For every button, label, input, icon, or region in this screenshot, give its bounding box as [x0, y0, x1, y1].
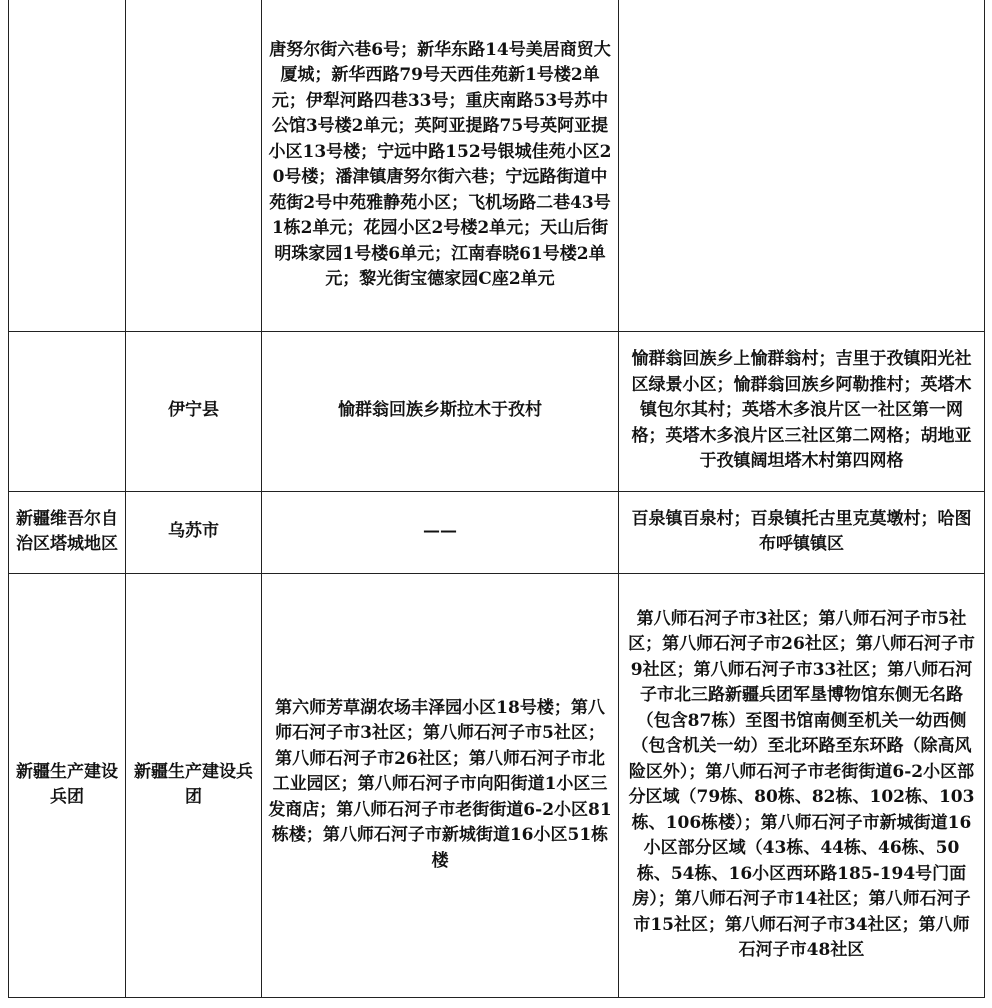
- low-risk-cell: [619, 0, 985, 331]
- county-cell: [126, 0, 262, 331]
- low-risk-cell: 愉群翁回族乡上愉群翁村；吉里于孜镇阳光社区绿景小区；愉群翁回族乡阿勒推村；英塔木镇包尔其村；英塔木多浪片区一社区第一网格；英塔木多浪片区三社区第二网格；胡地亚于孜镇阔坦塔木村第四网格: [619, 331, 985, 491]
- region-cell: 新疆维吾尔自治区塔城地区: [9, 491, 126, 573]
- risk-area-table: [8, 0, 985, 998]
- medium-risk-cell: ——: [262, 491, 619, 573]
- medium-risk-cell: 唐努尔街六巷6号；新华东路14号美居商贸大厦城；新华西路79号天西佳苑新1号楼2单元；伊犁河路四巷33号；重庆南路53号苏中公馆3号楼2单元；英阿亚提路75号英阿亚提小区13号楼；宁远中路152号银城佳苑小区20号楼；潘津镇唐努尔街六巷；宁远路街道中苑街2号中苑雅静苑小区；飞机场路二巷43号1栋2单元；花园小区2号楼2单元；天山后街明珠家园1号楼6单元；江南春晓61号楼2单元；黎光街宝德家园C座2单元: [262, 0, 619, 331]
- medium-risk-cell: 第六师芳草湖农场丰泽园小区18号楼；第八师石河子市3社区；第八师石河子市5社区；第八师石河子市26社区；第八师石河子市北工业园区；第八师石河子市向阳街道1小区三发商店；第八师石河子市老街街道6-2小区81栋楼；第八师石河子市新城街道16小区51栋楼: [262, 573, 619, 997]
- table-row: [9, 491, 985, 573]
- table-row: [9, 331, 985, 491]
- table-row: [9, 573, 985, 997]
- region-cell: [9, 331, 126, 491]
- county-cell: 新疆生产建设兵团: [126, 573, 262, 997]
- county-cell: 乌苏市: [126, 491, 262, 573]
- low-risk-cell: 百泉镇百泉村；百泉镇托古里克莫墩村；哈图布呼镇镇区: [619, 491, 985, 573]
- low-risk-cell: 第八师石河子市3社区；第八师石河子市5社区；第八师石河子市26社区；第八师石河子市9社区；第八师石河子市33社区；第八师石河子市北三路新疆兵团军垦博物馆东侧无名路（包含87栋）至图书馆南侧至机关一幼西侧（包含机关一幼）至北环路至东环路（除高风险区外）；第八师石河子市老街街道6-2小区部分区域（79栋、80栋、82栋、102栋、103栋、106栋楼）；第八师石河子市新城街道16小区部分区域（43栋、44栋、46栋、50栋、54栋、16小区西环路185-194号门面房）；第八师石河子市14社区；第八师石河子市15社区；第八师石河子市34社区；第八师石河子市48社区: [619, 573, 985, 997]
- county-cell: 伊宁县: [126, 331, 262, 491]
- region-cell: 新疆生产建设兵团: [9, 573, 126, 997]
- medium-risk-cell: 愉群翁回族乡斯拉木于孜村: [262, 331, 619, 491]
- table-row: [9, 0, 985, 331]
- region-cell: [9, 0, 126, 331]
